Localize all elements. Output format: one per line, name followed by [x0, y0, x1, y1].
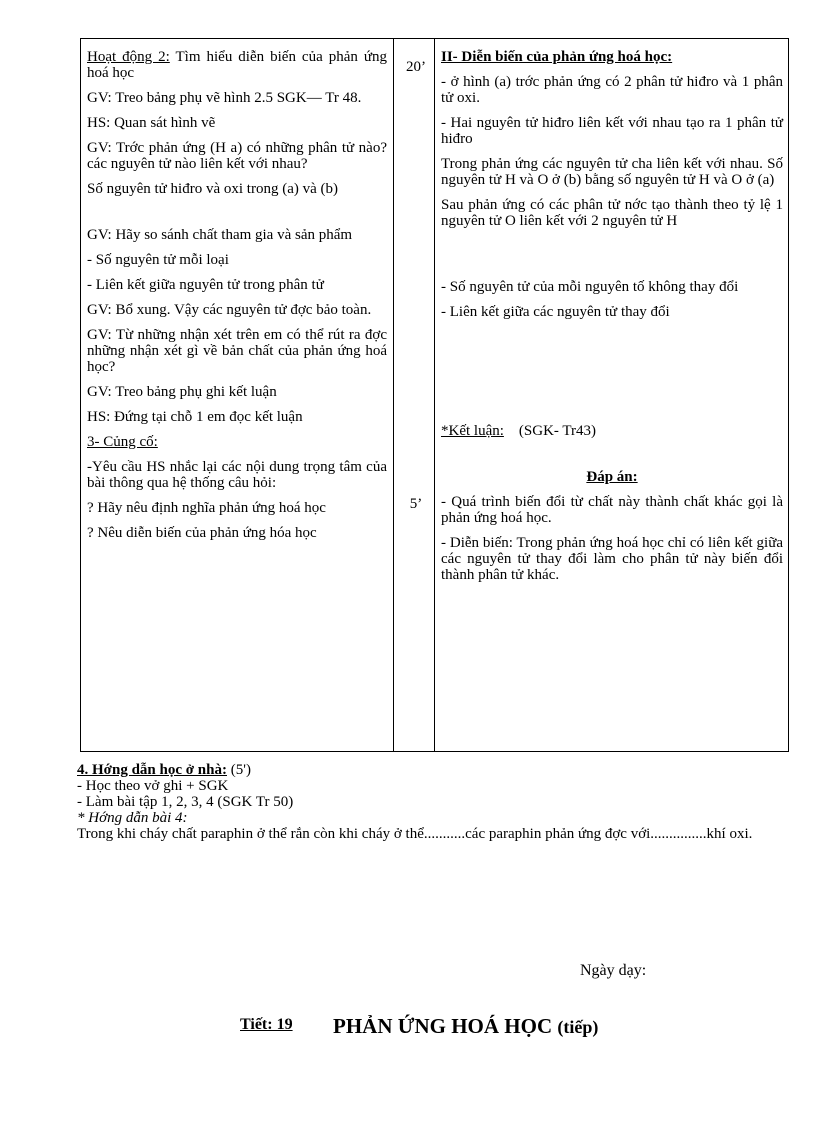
conclusion-ref: (SGK- Tr43)	[518, 423, 597, 439]
left-text: - Số nguyên tử mỗi loại	[87, 252, 229, 268]
table-divider	[393, 39, 394, 751]
consolidation-heading: 3- Củng cố:	[87, 434, 158, 450]
left-text: GV: Treo bảng phụ vẽ hình 2.5 SGK— Tr 48.	[87, 90, 362, 106]
page-title	[333, 1014, 598, 1039]
left-text: ? Hãy nêu định nghĩa phản ứng hoá học	[87, 500, 326, 516]
time-5: 5’	[409, 496, 423, 512]
left-text: Số nguyên tử hiđro và oxi trong (a) và (b)	[87, 181, 338, 197]
homework-item: - Làm bài tập 1, 2, 3, 4 (SGK Tr 50)	[77, 794, 294, 810]
right-text: - Diễn biến: Trong phản ứng hoá học chỉ có liên kết giữa các nguyên tử thay đổi làm cho phân tử này biến đổi thành phân tử khác.	[441, 535, 783, 583]
lesson-number: Tiết: 19	[240, 1016, 293, 1033]
section-heading: II- Diễn biến của phản ứng hoá học:	[441, 49, 673, 65]
right-text: - Số nguyên tử của mỗi nguyên tố không thay đổi	[441, 279, 739, 295]
right-text: Trong phản ứng các nguyên tử cha liên kết với nhau. Số nguyên tử H và O ở (b) bằng số nguyên tử H và O ở (a)	[441, 156, 783, 188]
left-text: GV: Bổ xung. Vậy các nguyên tử đợc bảo toàn.	[87, 302, 372, 318]
guide-text: Trong khi cháy chất paraphin ở thể rắn còn khi cháy ở thể...........các paraphin phản ứng đợc với...............khí oxi.	[77, 826, 753, 842]
conclusion-label: *Kết luận:	[441, 423, 504, 439]
content-column	[441, 49, 783, 592]
left-text: GV: Treo bảng phụ ghi kết luận	[87, 384, 277, 400]
homework-item: - Học theo vở ghi + SGK	[77, 778, 229, 794]
time-20: 20’	[406, 59, 426, 75]
left-text: GV: Hãy so sánh chất tham gia và sản phẩm	[87, 227, 353, 243]
left-text: HS: Quan sát hình vẽ	[87, 115, 216, 131]
right-text: - Quá trình biến đổi từ chất này thành chất khác gọi là phản ứng hoá học.	[441, 494, 783, 526]
homework-duration: (5')	[230, 762, 251, 778]
activity-heading: Hoạt động 2:	[87, 49, 170, 65]
right-text: - Hai nguyên tử hiđro liên kết với nhau tạo ra 1 phân tử hiđro	[441, 115, 783, 147]
homework-section	[77, 762, 783, 842]
left-text: -Yêu cầu HS nhắc lại các nội dung trọng tâm của bài thông qua hệ thống câu hỏi:	[87, 459, 387, 491]
lesson-table	[80, 38, 789, 752]
answer-heading: Đáp án:	[586, 469, 638, 485]
title-main: PHẢN ỨNG HOÁ HỌC	[333, 1014, 553, 1038]
guide-heading: * Hớng dẫn bài 4:	[77, 810, 188, 826]
homework-heading: 4. Hớng dẫn học ở nhà:	[77, 762, 227, 778]
right-text: - Liên kết giữa các nguyên tử thay đổi	[441, 304, 670, 320]
title-suffix: (tiếp)	[557, 1017, 599, 1037]
right-text: - ở hình (a) trớc phản ứng có 2 phân tử hiđro và 1 phân tử oxi.	[441, 74, 783, 106]
left-text: GV: Trớc phản ứng (H a) có những phân tử nào? các nguyên tử nào liên kết với nhau?	[87, 140, 387, 172]
left-text: HS: Đứng tại chỗ 1 em đọc kết luận	[87, 409, 303, 425]
activity-title: Tìm hiểu diễn biến của phản ứng hoá học	[87, 49, 387, 81]
left-text: ? Nêu diễn biến của phản ứng hóa học	[87, 525, 317, 541]
right-text: Sau phản ứng có các phân tử nớc tạo thành theo tỷ lệ 1 nguyên tử O liên kết với 2 nguyên tử H	[441, 197, 783, 229]
date-label: Ngày dạy:	[580, 962, 647, 979]
teacher-activity-column	[87, 49, 387, 550]
left-text: GV: Từ những nhận xét trên em có thể rút ra đợc những nhận xét gì về bản chất của phản ứng hoá học?	[87, 327, 387, 375]
table-divider	[434, 39, 435, 751]
left-text: - Liên kết giữa nguyên tử trong phân tử	[87, 277, 324, 293]
